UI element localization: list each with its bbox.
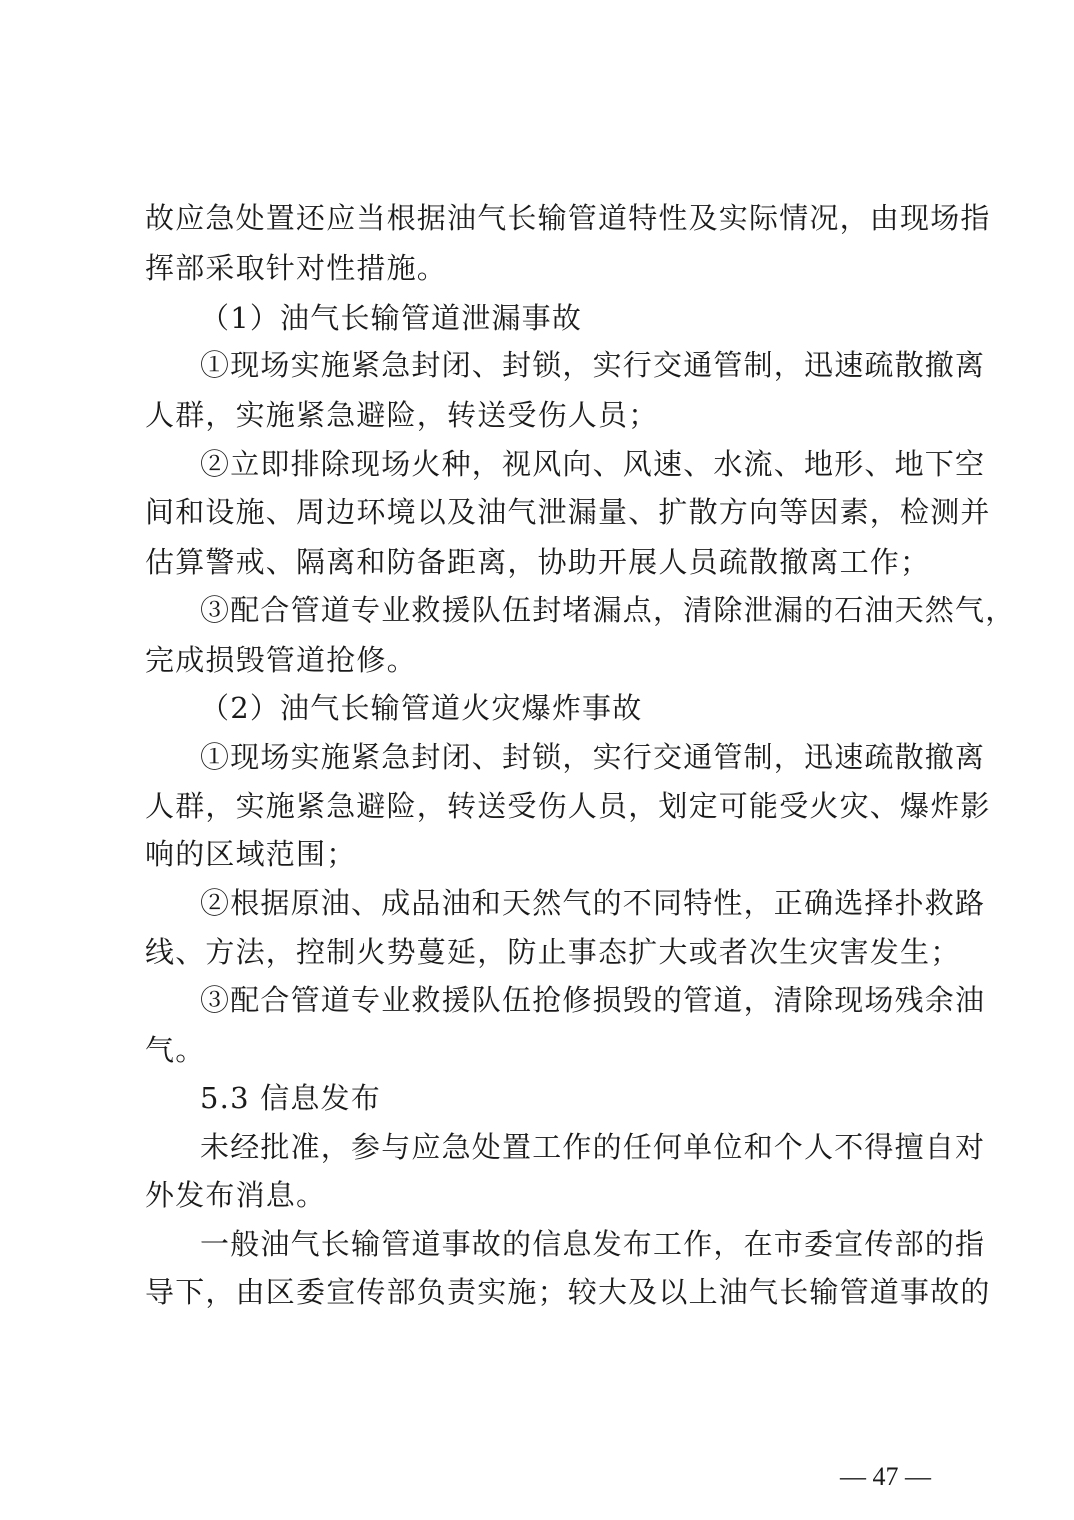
body-text-line: 线、方法，控制火势蔓延，防止事态扩大或者次生灾害发生； [145, 935, 961, 969]
section-heading: （2）油气长输管道火灾爆炸事故 [200, 691, 643, 725]
body-text-line: 挥部采取针对性措施。 [145, 251, 448, 285]
body-text-line: ②立即排除现场火种，视风向、风速、水流、地形、地下空 [200, 447, 986, 481]
body-text-line: 未经批准，参与应急处置工作的任何单位和个人不得擅自对 [200, 1130, 986, 1164]
section-heading: 5.3 信息发布 [200, 1081, 381, 1115]
body-text-line: ③配合管道专业救援队伍封堵漏点，清除泄漏的石油天然气， [200, 593, 1016, 627]
body-text-line: 人群，实施紧急避险，转送受伤人员； [145, 398, 659, 432]
body-text-line: ②根据原油、成品油和天然气的不同特性，正确选择扑救路 [200, 886, 986, 920]
body-text-line: 气。 [145, 1033, 206, 1067]
body-text-line: 间和设施、周边环境以及油气泄漏量、扩散方向等因素，检测并 [145, 495, 991, 529]
body-text-line: ①现场实施紧急封闭、封锁，实行交通管制，迅速疏散撤离 [200, 740, 986, 774]
body-text-line: 导下，由区委宣传部负责实施；较大及以上油气长输管道事故的 [145, 1275, 991, 1309]
section-heading: （1）油气长输管道泄漏事故 [200, 301, 583, 335]
body-text-line: ①现场实施紧急封闭、封锁，实行交通管制，迅速疏散撤离 [200, 348, 986, 382]
page-number: — 47 — [840, 1462, 931, 1491]
body-text-line: 外发布消息。 [145, 1178, 327, 1212]
body-text-line: 响的区域范围； [145, 837, 357, 871]
body-text-line: 一般油气长输管道事故的信息发布工作，在市委宣传部的指 [200, 1227, 986, 1261]
body-text-line: 完成损毁管道抢修。 [145, 643, 417, 677]
body-text-line: ③配合管道专业救援队伍抢修损毁的管道，清除现场残余油 [200, 983, 986, 1017]
body-text-line: 估算警戒、隔离和防备距离，协助开展人员疏散撤离工作； [145, 545, 931, 579]
body-text-line: 故应急处置还应当根据油气长输管道特性及实际情况，由现场指 [145, 201, 991, 235]
body-text-line: 人群，实施紧急避险，转送受伤人员，划定可能受火灾、爆炸影 [145, 789, 991, 823]
